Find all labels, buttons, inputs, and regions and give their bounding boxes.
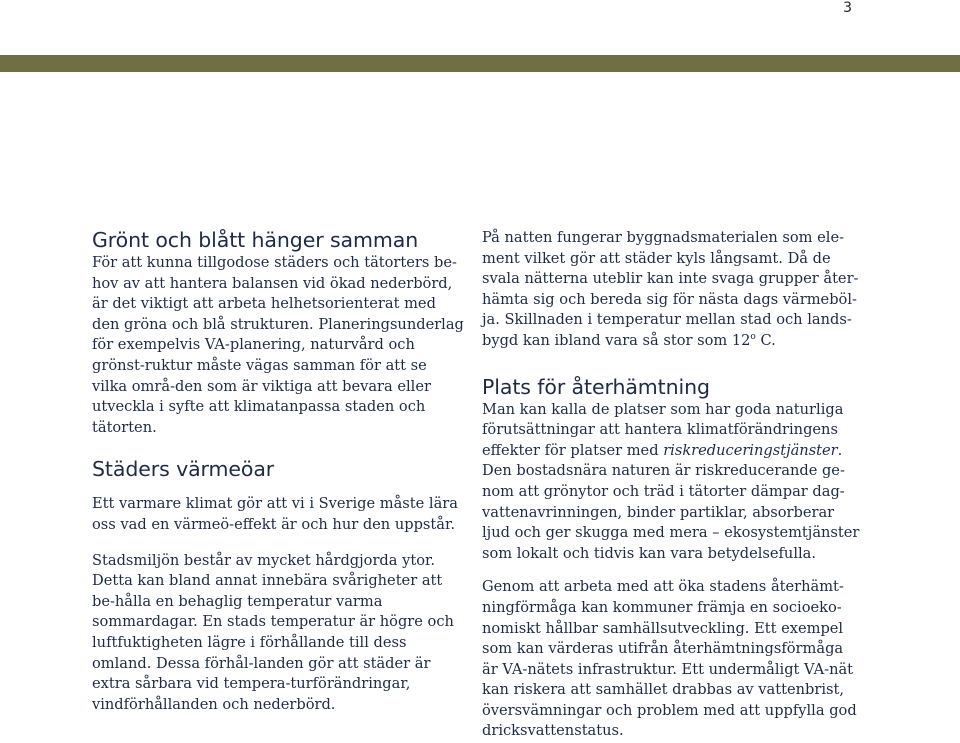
term-riskreduceringstjanster: riskreduceringstjänster: [663, 441, 838, 459]
page-number: 3: [843, 0, 852, 16]
heading-aterhamtning: Plats för återhämtning: [482, 374, 710, 399]
heading-varmeoar: Städers värmeöar: [92, 457, 275, 482]
paragraph-stadsmiljo: Stadsmiljön består av mycket hårdgjorda ytor. Detta kan bland annat innebära svårigheter att be-hålla en behaglig temperatur varma sommardagar. En stads temperatur är högre och luftfuktigheten lägre i förhållande till dess omland. Dessa förhål-landen gör att städer är extra sårbara vid tempera-turförändringar, vindförhållanden och nederbörd.: [92, 551, 454, 713]
paragraph-platser: [482, 400, 862, 565]
degree-sup: o: [750, 332, 756, 343]
paragraph-natten-end: C.: [755, 331, 776, 349]
heading-gront-och-blatt: Grönt och blått hänger samman: [92, 228, 419, 252]
paragraph-platser-rest: . Den bostadsnära naturen är riskreducerande ge-nom att grönytor och träd i tätorter dämpar dag-vattenavrinningen, binder partiklar, absorberar ljud och ger skugga med mera – ekosystemtjänster som lokalt och tidvis kan vara betydelsefulla.: [482, 441, 860, 562]
paragraph-aterhamtningsformaga: Genom att arbeta med att öka stadens återhämt-ningförmåga kan kommuner främja en socioeko-nomiskt hållbar samhällsutveckling. Ett exempel som kan värderas utifrån återhämtningsförmåga är VA-nätets infrastruktur. Ett undermåligt VA-nät kan riskera att samhället drabbas av vattenbrist, översvämningar och problem med att uppfylla god dricksvattenstatus.: [482, 578, 857, 740]
left-column: [92, 227, 464, 715]
paragraph-natten: [482, 228, 862, 352]
paragraph-gront-och-blatt: För att kunna tillgodose städers och tätorters be-hov av att hantera balansen vid ökad nederbörd, är det viktigt att arbeta helhetsorienterat med den gröna och blå strukturen. Planeringsunderlag för exempelvis VA-planering, naturvård och grönst-ruktur måste vägas samman för att se vilka områ-den som är viktiga att bevara eller utveckla i syfte att klimatanpassa staden och tätorten.: [92, 254, 464, 436]
right-column: [482, 228, 862, 742]
paragraph-platser-text: Man kan kalla de platser som har goda naturliga förutsättningar att hantera klimatförändringens effekter för platser med: [482, 400, 844, 459]
header-band: [0, 55, 960, 72]
paragraph-varmeoar-intro: Ett varmare klimat gör att vi i Sverige måste lära oss vad en värmeö-effekt är och hur den uppstår.: [92, 495, 458, 533]
paragraph-natten-text: På natten fungerar byggnadsmaterialen som ele-ment vilket gör att städer kyls långsamt. Då de svala nätterna uteblir kan inte svaga grupper åter-hämta sig och bereda sig för nästa dags värmeböl-ja. Skillnaden i temperatur mellan stad och lands-bygd kan ibland vara så stor som 12: [482, 229, 859, 349]
